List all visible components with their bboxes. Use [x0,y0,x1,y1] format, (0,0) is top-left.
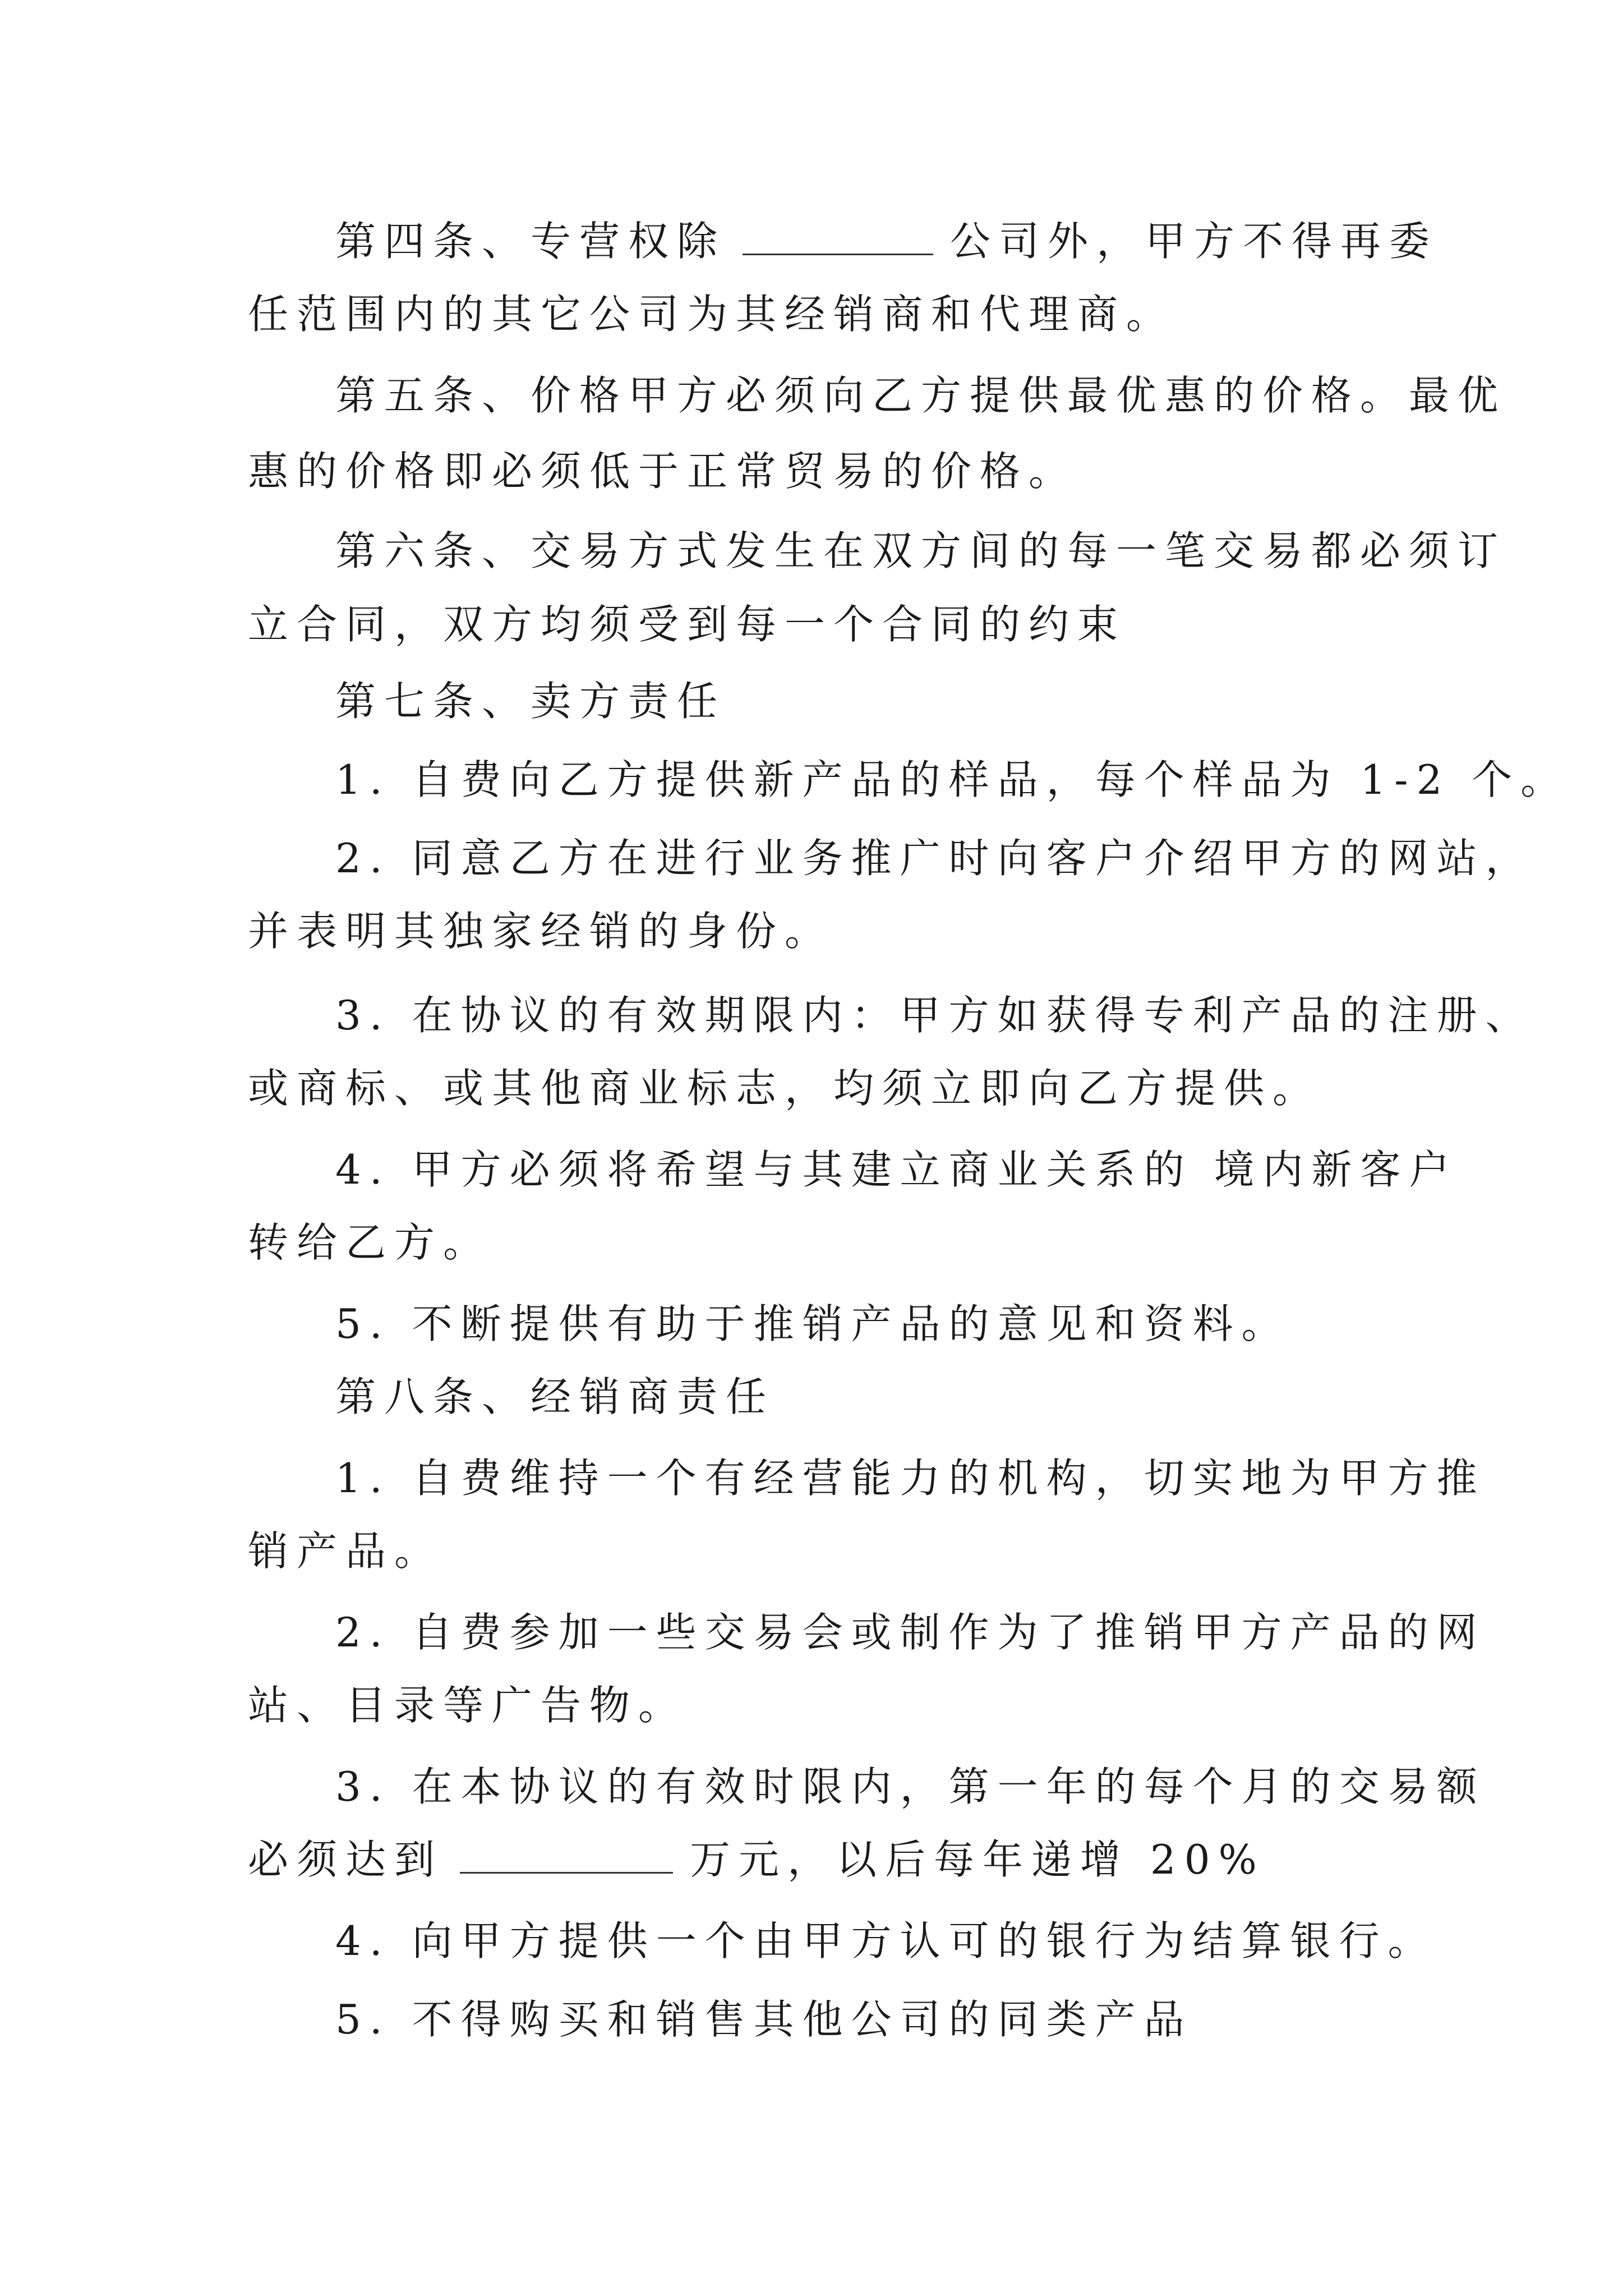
article-8-item-2-line-2: 站、目录等广告物。 [248,1682,688,1729]
article-7-item-4-line-1: 4. 甲方必须将希望与其建立商业关系的 境内新客户 [335,1146,1458,1193]
article-7-item-1: 1. 自费向乙方提供新产品的样品，每个样品为 1-2 个。 [335,756,1570,803]
article-7-heading: 第七条、卖方责任 [335,678,726,725]
article-4-text-after-blank: 公司外，甲方不得再委 [950,218,1438,265]
article-8-item-1-line-2: 销产品。 [248,1527,444,1575]
article-8-item-3-line-2 [248,1832,1265,1888]
article-5-line-2: 惠的价格即必须低于正常贸易的价格。 [248,448,1078,495]
article-6-line-2: 立合同，双方均须受到每一个合同的约束 [248,601,1127,648]
article-7-item-2-line-1: 2. 同意乙方在进行业务推广时向客户介绍甲方的网站， [335,835,1534,882]
article-4-text-before-blank: 第四条、专营权除 [335,218,726,265]
article-7-item-3-line-1: 3. 在协议的有效期限内：甲方如获得专利产品的注册、 [335,992,1534,1039]
article-6-line-1: 第六条、交易方式发生在双方间的每一笔交易都必须订 [335,527,1507,574]
article-4-line-1 [335,213,1438,269]
article-8-item-3-text-before-blank: 必须达到 [248,1836,444,1883]
article-8-item-1-line-1: 1. 自费维持一个有经营能力的机构，切实地为甲方推 [335,1455,1486,1502]
company-name-blank [743,246,933,255]
article-8-heading: 第八条、经销商责任 [335,1373,775,1420]
article-8-item-5: 5. 不得购买和销售其他公司的同类产品 [335,1996,1193,2043]
article-8-item-2-line-1: 2. 自费参加一些交易会或制作为了推销甲方产品的网 [335,1609,1486,1656]
article-8-item-3-text-after-blank: 万元，以后每年递增 20% [690,1836,1265,1883]
article-8-item-4: 4. 向甲方提供一个由甲方认可的银行为结算银行。 [335,1917,1437,1964]
article-7-item-3-line-2: 或商标、或其他商业标志，均须立即向乙方提供。 [248,1065,1322,1112]
article-7-item-4-line-2: 转给乙方。 [248,1219,492,1266]
article-5-line-1: 第五条、价格甲方必须向乙方提供最优惠的价格。最优 [335,372,1507,419]
article-7-item-2-line-2: 并表明其独家经销的身份。 [248,908,834,955]
article-7-item-5: 5. 不断提供有助于推销产品的意见和资料。 [335,1300,1290,1347]
article-8-item-3-line-1: 3. 在本协议的有效时限内，第一年的每个月的交易额 [335,1763,1486,1810]
article-4-line-2: 任范围内的其它公司为其经销商和代理商。 [248,291,1175,338]
amount-blank [460,1864,673,1874]
